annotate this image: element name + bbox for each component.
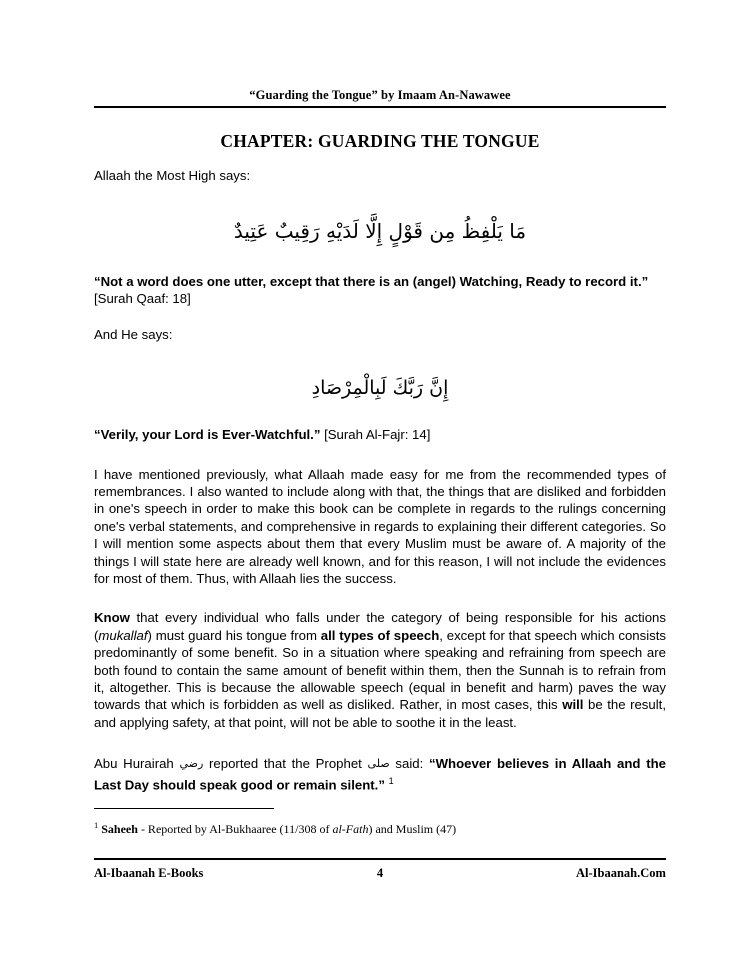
footnote-separator-rule bbox=[94, 808, 274, 809]
paragraph-know-mukallaf bbox=[94, 609, 666, 731]
footnote-italic-al-fath: al-Fath bbox=[332, 822, 369, 836]
footer-rule bbox=[94, 858, 666, 860]
paragraph-2-part-2: ) must guard his tongue from bbox=[147, 627, 321, 643]
page-number: 4 bbox=[376, 865, 384, 880]
honorific-radiyallahu-anhu-icon: رضي bbox=[179, 757, 204, 771]
hadith-said-text: said: bbox=[389, 756, 429, 772]
footer-left-label: Al-Ibaanah E-Books bbox=[94, 865, 204, 880]
arabic-verse-qaaf-18: مَا يَلْفِظُ مِن قَوْلٍ إِلَّا لَدَيْهِ رَقِيبٌ عَتِيدٌ bbox=[233, 219, 527, 243]
document-body bbox=[94, 168, 666, 793]
footnote-1 bbox=[94, 818, 666, 837]
running-header: “Guarding the Tongue” by Imaam An-Nawawee bbox=[249, 88, 511, 102]
paragraph-hadith-abu-hurairah bbox=[94, 755, 666, 793]
translation-quote-1: “Not a word does one utter, except that there is an (angel) Watching, Ready to record it.” bbox=[94, 274, 649, 289]
intro-line-and-he-says: And He says: bbox=[94, 327, 173, 342]
hadith-narrator-text: Abu Hurairah bbox=[94, 756, 180, 772]
intro-line-allaah-says: Allaah the Most High says: bbox=[94, 168, 251, 183]
paragraph-2-bold-will: will bbox=[562, 697, 584, 713]
footer-right-label: Al-Ibaanah.Com bbox=[575, 865, 666, 880]
paragraph-2-bold-all-types-of-speech: all types of speech bbox=[320, 627, 440, 643]
hadith-prophet-text: reported that the Prophet bbox=[203, 756, 368, 772]
footnote-text-part-1: - Reported by Al-Bukhaaree (11/308 of bbox=[137, 822, 333, 836]
page-footer bbox=[94, 864, 666, 882]
paragraph-lead-word-know: Know bbox=[94, 610, 130, 626]
translation-reference-2: [Surah Al-Fajr: 14] bbox=[320, 427, 431, 442]
footnote-number: 1 bbox=[94, 820, 99, 830]
paragraph-2-italic-mukallaf: mukallaf bbox=[98, 627, 148, 643]
chapter-title: CHAPTER: GUARDING THE TONGUE bbox=[220, 131, 540, 151]
paragraph-2-part-3: , except for that speech which consists predominantly of some benefit. So in a situation where speaking and refraining from speech are both found to contain the same amount of benefit within them, then the Sunnah is to refrain from it, altogether. This is because the allowable speech (equal in benefit and harm) paves the way towards that which is forbidden as well as disliked. Rather, in most cases, this bbox=[94, 627, 667, 713]
translation-alfajr-14 bbox=[94, 427, 666, 444]
footnote-grading-saheeh: Saheeh bbox=[101, 822, 138, 836]
hadith-quote: “Whoever believes in Allaah and the Last Day should speak good or remain silent.” bbox=[94, 756, 666, 792]
honorific-sallallahu-alayhi-wasallam-icon: صلى bbox=[367, 757, 390, 771]
paragraph-2-part-1: that every individual who falls under the category of being responsible for his actions ( bbox=[94, 610, 666, 643]
translation-reference-1: [Surah Qaaf: 18] bbox=[94, 290, 191, 306]
footnote-reference-marker[interactable]: 1 bbox=[388, 775, 394, 786]
footnote-text-part-2: ) and Muslim (47) bbox=[368, 822, 457, 836]
translation-qaaf-18 bbox=[94, 274, 666, 307]
paragraph-introduction: I have mentioned previously, what Allaah made easy for me from the recommended types of remembrances. I also wanted to include along with that, the things that are disliked and forbidden in one's speech in order to make this book can be complete in regards to the rulings concerning one's verbal statements, and comprehensive in regards to explaining their different categories. So I will mention some aspects about them that every Muslim must be aware of. A majority of the things I will state here are already well known, and for this reason, I will not include the evidences for most of them. Thus, with Allaah lies the success. bbox=[94, 466, 666, 586]
translation-quote-2: “Verily, your Lord is Ever-Watchful.” bbox=[94, 427, 321, 442]
paragraph-2-part-4: be the result, and applying safety, at that point, will not be able to soothe it in the least. bbox=[94, 697, 666, 730]
header-rule bbox=[94, 106, 666, 108]
arabic-verse-alfajr-14: إِنَّ رَبَّكَ لَبِالْمِرْصَادِ bbox=[311, 377, 449, 399]
